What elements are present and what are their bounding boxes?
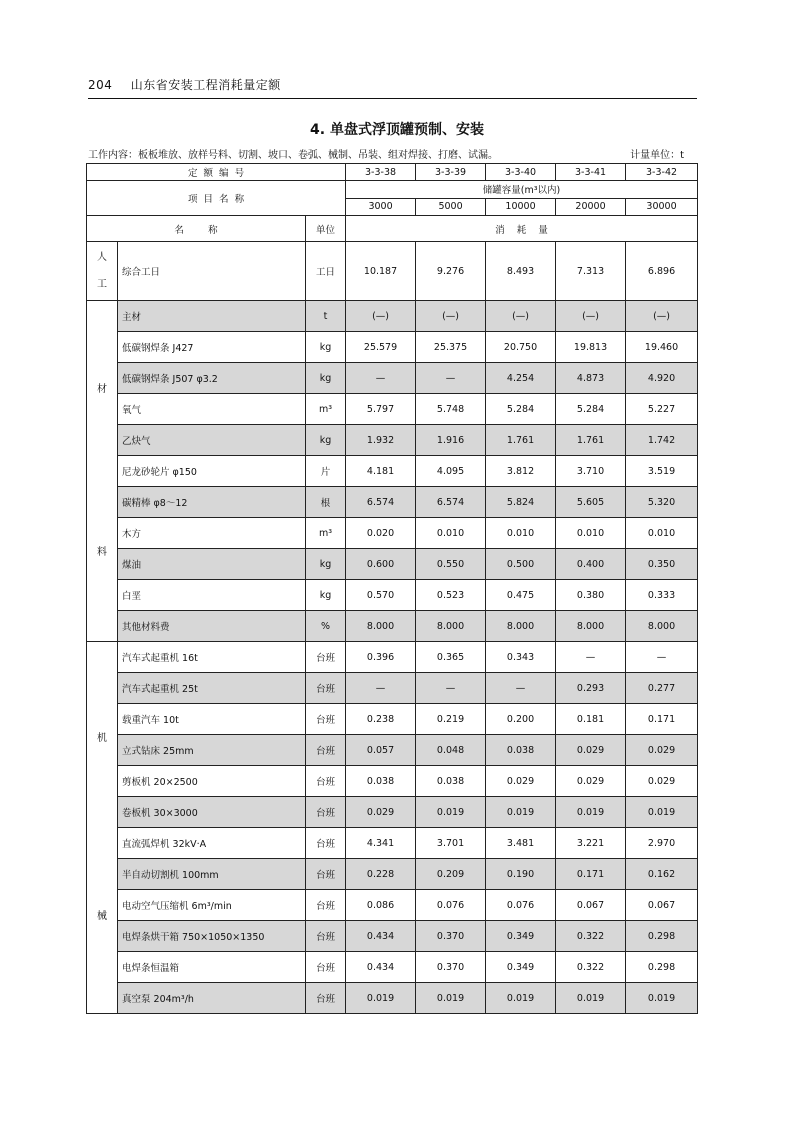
item-value: 0.350 <box>626 549 698 580</box>
table-row <box>87 797 698 828</box>
item-value: 0.550 <box>416 549 486 580</box>
item-value: 3.701 <box>416 828 486 859</box>
table-row <box>87 301 698 332</box>
item-value: 0.076 <box>486 890 556 921</box>
item-name: 电焊条烘干箱 750×1050×1350 <box>118 921 306 952</box>
running-head <box>88 76 281 93</box>
item-unit: 工日 <box>306 242 346 301</box>
item-unit: 台班 <box>306 890 346 921</box>
item-value: 0.434 <box>346 921 416 952</box>
item-unit: kg <box>306 363 346 394</box>
table-row <box>87 766 698 797</box>
table-row <box>87 394 698 425</box>
table-row <box>87 704 698 735</box>
quota-code: 3-3-39 <box>416 164 486 181</box>
item-value: 0.019 <box>346 983 416 1014</box>
item-unit: kg <box>306 425 346 456</box>
item-value: 0.181 <box>556 704 626 735</box>
item-unit: 台班 <box>306 642 346 673</box>
group-char: 料 <box>97 546 107 558</box>
item-value: 4.341 <box>346 828 416 859</box>
item-value: 0.029 <box>556 766 626 797</box>
item-unit: 台班 <box>306 859 346 890</box>
quota-code: 3-3-38 <box>346 164 416 181</box>
item-value: 0.010 <box>416 518 486 549</box>
item-name: 半自动切割机 100mm <box>118 859 306 890</box>
capacity-value: 20000 <box>556 198 626 216</box>
item-value: 0.365 <box>416 642 486 673</box>
item-name: 电动空气压缩机 6m³/min <box>118 890 306 921</box>
item-value: 0.400 <box>556 549 626 580</box>
quota-code: 3-3-41 <box>556 164 626 181</box>
item-unit: 台班 <box>306 797 346 828</box>
item-unit: kg <box>306 549 346 580</box>
item-value: (—) <box>556 301 626 332</box>
item-name: 真空泵 204m³/h <box>118 983 306 1014</box>
item-value: 0.333 <box>626 580 698 611</box>
table-row <box>87 363 698 394</box>
measurement-unit: 计量单位：t <box>630 150 684 161</box>
section-title: 4. 单盘式浮顶罐预制、安装 <box>310 122 484 138</box>
item-value: 0.434 <box>346 952 416 983</box>
item-value: 8.000 <box>556 611 626 642</box>
item-value: 0.010 <box>486 518 556 549</box>
labor-group <box>87 242 118 301</box>
item-value: 0.380 <box>556 580 626 611</box>
item-value: 0.600 <box>346 549 416 580</box>
item-value: 1.761 <box>486 425 556 456</box>
table-row <box>87 828 698 859</box>
item-value: 0.038 <box>346 766 416 797</box>
material-group <box>87 301 118 642</box>
item-value: 8.493 <box>486 242 556 301</box>
item-value: 5.605 <box>556 487 626 518</box>
item-name: 其他材料费 <box>118 611 306 642</box>
table-row <box>87 611 698 642</box>
book-title: 山东省安装工程消耗量定额 <box>130 78 281 92</box>
item-unit: 台班 <box>306 673 346 704</box>
item-value: 6.896 <box>626 242 698 301</box>
item-unit: kg <box>306 580 346 611</box>
item-value: 5.824 <box>486 487 556 518</box>
table-row <box>87 456 698 487</box>
item-value: 0.298 <box>626 921 698 952</box>
group-label <box>90 650 114 1006</box>
item-name: 直流弧焊机 32kV·A <box>118 828 306 859</box>
table-row <box>87 518 698 549</box>
item-unit: 台班 <box>306 952 346 983</box>
item-unit: 根 <box>306 487 346 518</box>
quota-code: 3-3-40 <box>486 164 556 181</box>
item-name: 乙炔气 <box>118 425 306 456</box>
item-value: 1.742 <box>626 425 698 456</box>
item-value: 19.460 <box>626 332 698 363</box>
item-value: 0.500 <box>486 549 556 580</box>
group-label <box>90 308 114 634</box>
item-value: 0.048 <box>416 735 486 766</box>
table-row <box>87 890 698 921</box>
table-row <box>87 425 698 456</box>
table-row <box>87 952 698 983</box>
item-unit: t <box>306 301 346 332</box>
item-value: (—) <box>486 301 556 332</box>
group-char: 工 <box>97 278 107 290</box>
item-value: 25.579 <box>346 332 416 363</box>
machine-group <box>87 642 118 1014</box>
item-value: 5.748 <box>416 394 486 425</box>
item-name: 载重汽车 10t <box>118 704 306 735</box>
quota-code-label: 定 额 编 号 <box>87 164 346 181</box>
item-value: 3.481 <box>486 828 556 859</box>
item-value: 0.219 <box>416 704 486 735</box>
page-number: 204 <box>88 78 113 92</box>
item-value: 0.010 <box>626 518 698 549</box>
item-value: 19.813 <box>556 332 626 363</box>
item-value: 4.920 <box>626 363 698 394</box>
table-row <box>87 983 698 1014</box>
item-value: 0.200 <box>486 704 556 735</box>
item-value: 0.349 <box>486 952 556 983</box>
item-value: 0.523 <box>416 580 486 611</box>
table-row <box>87 642 698 673</box>
item-value: 25.375 <box>416 332 486 363</box>
item-name: 白垩 <box>118 580 306 611</box>
item-value: 1.761 <box>556 425 626 456</box>
item-value: 0.086 <box>346 890 416 921</box>
col-unit-header: 单位 <box>306 216 346 242</box>
item-value: 0.322 <box>556 952 626 983</box>
item-name: 碳精棒 φ8～12 <box>118 487 306 518</box>
item-value: 0.029 <box>486 766 556 797</box>
item-value: 20.750 <box>486 332 556 363</box>
group-label <box>90 244 114 298</box>
item-value: (—) <box>626 301 698 332</box>
item-value: 4.254 <box>486 363 556 394</box>
item-name-label: 项 目 名 称 <box>87 181 346 216</box>
item-name: 煤油 <box>118 549 306 580</box>
item-value: 5.284 <box>486 394 556 425</box>
table-row <box>87 487 698 518</box>
item-unit: 台班 <box>306 735 346 766</box>
item-name: 电焊条恒温箱 <box>118 952 306 983</box>
item-value: 0.370 <box>416 921 486 952</box>
item-value: — <box>486 673 556 704</box>
item-value: 1.916 <box>416 425 486 456</box>
item-value: 0.475 <box>486 580 556 611</box>
item-value: 0.019 <box>556 983 626 1014</box>
col-name-header: 名 称 <box>87 216 306 242</box>
item-value: (—) <box>416 301 486 332</box>
header-rule <box>88 98 697 99</box>
item-value: 2.970 <box>626 828 698 859</box>
group-char: 材 <box>97 383 107 395</box>
quota-code: 3-3-42 <box>626 164 698 181</box>
table-row <box>87 735 698 766</box>
item-value: 4.873 <box>556 363 626 394</box>
item-unit: 台班 <box>306 828 346 859</box>
item-value: 0.322 <box>556 921 626 952</box>
capacity-value: 10000 <box>486 198 556 216</box>
capacity-label: 储罐容量(m³以内) <box>346 181 698 199</box>
item-unit: 片 <box>306 456 346 487</box>
item-value: — <box>416 673 486 704</box>
item-value: 0.171 <box>556 859 626 890</box>
table-row <box>87 673 698 704</box>
work-content: 工作内容：板板堆放、放样号料、切割、坡口、卷弧、械制、吊装、组对焊接、打磨、试漏。 <box>88 150 498 161</box>
item-value: 0.019 <box>486 797 556 828</box>
item-unit: % <box>306 611 346 642</box>
item-value: 3.710 <box>556 456 626 487</box>
item-value: 8.000 <box>626 611 698 642</box>
item-unit: 台班 <box>306 704 346 735</box>
item-value: 0.162 <box>626 859 698 890</box>
item-name: 立式钻床 25mm <box>118 735 306 766</box>
item-value: 3.519 <box>626 456 698 487</box>
item-unit: 台班 <box>306 983 346 1014</box>
col-consumption-header: 消 耗 量 <box>346 216 698 242</box>
item-value: 0.019 <box>416 797 486 828</box>
item-value: — <box>626 642 698 673</box>
item-value: 5.227 <box>626 394 698 425</box>
item-value: 0.019 <box>626 797 698 828</box>
item-name: 低碳钢焊条 J427 <box>118 332 306 363</box>
item-name: 木方 <box>118 518 306 549</box>
item-value: 5.284 <box>556 394 626 425</box>
item-value: 0.349 <box>486 921 556 952</box>
table-row <box>87 242 698 301</box>
item-value: 0.293 <box>556 673 626 704</box>
table-row <box>87 859 698 890</box>
item-value: 0.067 <box>556 890 626 921</box>
table-row <box>87 580 698 611</box>
item-name: 综合工日 <box>118 242 306 301</box>
item-value: 0.019 <box>416 983 486 1014</box>
item-value: 8.000 <box>416 611 486 642</box>
quota-code-row <box>87 164 698 181</box>
table-row <box>87 549 698 580</box>
item-value: 5.320 <box>626 487 698 518</box>
item-value: 0.067 <box>626 890 698 921</box>
item-value: 6.574 <box>346 487 416 518</box>
group-char: 械 <box>97 910 107 922</box>
capacity-value: 3000 <box>346 198 416 216</box>
item-unit: 台班 <box>306 921 346 952</box>
item-value: 3.221 <box>556 828 626 859</box>
item-unit: m³ <box>306 394 346 425</box>
item-value: 1.932 <box>346 425 416 456</box>
item-value: 7.313 <box>556 242 626 301</box>
item-value: 0.570 <box>346 580 416 611</box>
table-row <box>87 921 698 952</box>
item-value: 0.209 <box>416 859 486 890</box>
item-value: 0.029 <box>556 735 626 766</box>
group-char: 人 <box>97 251 107 263</box>
item-value: 0.019 <box>486 983 556 1014</box>
item-value: 10.187 <box>346 242 416 301</box>
capacity-header-row <box>87 181 698 199</box>
item-value: 0.057 <box>346 735 416 766</box>
item-value: 0.298 <box>626 952 698 983</box>
item-unit: 台班 <box>306 766 346 797</box>
item-value: 0.190 <box>486 859 556 890</box>
item-value: 0.370 <box>416 952 486 983</box>
item-name: 尼龙砂轮片 φ150 <box>118 456 306 487</box>
item-value: 0.396 <box>346 642 416 673</box>
item-value: — <box>346 673 416 704</box>
item-value: 0.171 <box>626 704 698 735</box>
item-value: 0.277 <box>626 673 698 704</box>
item-value: — <box>556 642 626 673</box>
item-value: 0.019 <box>556 797 626 828</box>
table-row <box>87 332 698 363</box>
item-value: 0.020 <box>346 518 416 549</box>
item-name: 汽车式起重机 25t <box>118 673 306 704</box>
item-name: 主材 <box>118 301 306 332</box>
item-value: 0.228 <box>346 859 416 890</box>
item-unit: kg <box>306 332 346 363</box>
item-value: — <box>416 363 486 394</box>
item-name: 卷板机 30×3000 <box>118 797 306 828</box>
item-value: (—) <box>346 301 416 332</box>
item-value: 0.076 <box>416 890 486 921</box>
item-value: 9.276 <box>416 242 486 301</box>
item-name: 低碳钢焊条 J507 φ3.2 <box>118 363 306 394</box>
item-value: 4.095 <box>416 456 486 487</box>
item-value: 0.038 <box>416 766 486 797</box>
item-value: — <box>346 363 416 394</box>
item-value: 3.812 <box>486 456 556 487</box>
quota-table <box>86 163 698 1014</box>
item-value: 8.000 <box>346 611 416 642</box>
column-header-row <box>87 216 698 242</box>
item-value: 0.029 <box>626 766 698 797</box>
item-name: 汽车式起重机 16t <box>118 642 306 673</box>
item-value: 8.000 <box>486 611 556 642</box>
item-value: 4.181 <box>346 456 416 487</box>
item-unit: m³ <box>306 518 346 549</box>
item-value: 0.010 <box>556 518 626 549</box>
item-name: 氧气 <box>118 394 306 425</box>
group-char: 机 <box>97 732 107 744</box>
item-value: 0.038 <box>486 735 556 766</box>
capacity-value: 30000 <box>626 198 698 216</box>
item-value: 6.574 <box>416 487 486 518</box>
item-value: 0.029 <box>626 735 698 766</box>
item-value: 5.797 <box>346 394 416 425</box>
item-value: 0.238 <box>346 704 416 735</box>
item-value: 0.019 <box>626 983 698 1014</box>
item-value: 0.343 <box>486 642 556 673</box>
item-value: 0.029 <box>346 797 416 828</box>
capacity-value: 5000 <box>416 198 486 216</box>
item-name: 剪板机 20×2500 <box>118 766 306 797</box>
